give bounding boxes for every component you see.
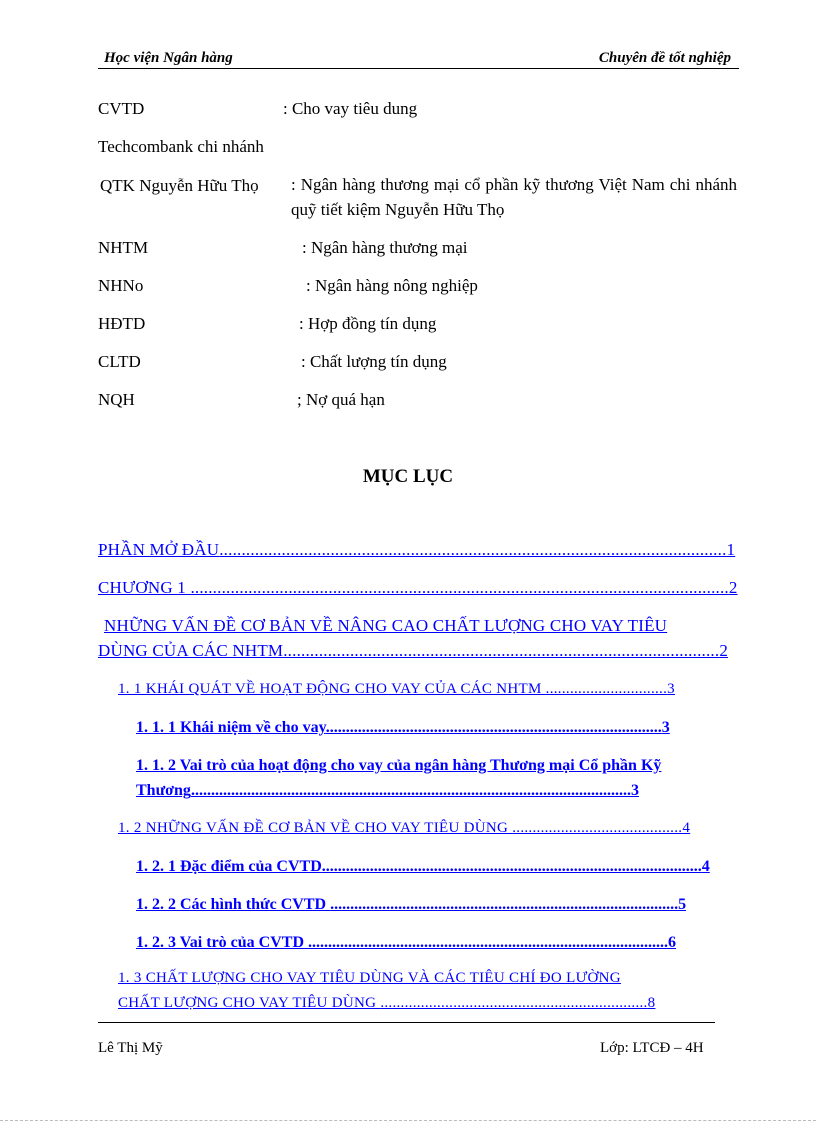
toc-entry-chapter-title[interactable]: NHỮNG VẤN ĐỀ CƠ BẢN VỀ NÂNG CAO CHẤT LƯỢNG CHO VAY TIÊU DÙNG CỦA CÁC NHTM..................................................................................................2 [98,616,729,660]
footer-rule [98,1022,715,1023]
toc-entry-mo-dau[interactable]: PHẦN MỞ ĐẦU..................................................................................................................1 [98,540,736,559]
abbr-def-cvtd: : Cho vay tiêu dung [283,99,418,118]
abbr-term-nhno: NHNo [98,276,144,295]
abbr-term-cltd: CLTD [98,352,141,371]
abbr-term-nhtm: NHTM [98,238,149,257]
abbr-term-nqh: NQH [98,390,135,409]
toc-entry-chuong-1[interactable]: CHƯƠNG 1 .........................................................................................................................2 [98,578,738,597]
abbr-def-nhtm: : Ngân hàng thương mại [302,238,468,257]
toc-entry-1-2-1[interactable]: 1. 2. 1 Đặc điểm của CVTD...............................................................................................4 [136,858,710,875]
footer-author: Lê Thị Mỹ [98,1040,163,1056]
page-header [98,49,739,69]
page-edge-divider [0,1120,816,1121]
toc-entry-1-1-1[interactable]: 1. 1. 1 Khái niệm về cho vay....................................................................................3 [136,719,670,736]
abbr-def-nhno: : Ngân hàng nông nghiệp [306,276,478,295]
abbr-term-hdtd: HĐTD [98,314,146,333]
abbr-def-cltd: : Chất lượng tín dụng [301,352,447,371]
footer-class: Lớp: LTCĐ – 4H [600,1040,704,1056]
toc-entry-1-2-2[interactable]: 1. 2. 2 Các hình thức CVTD .......................................................................................5 [136,896,687,913]
header-left: Học viện Ngân hàng [104,50,233,66]
abbr-term-cvtd: CVTD [98,99,145,118]
toc-entry-1-2-3[interactable]: 1. 2. 3 Vai trò của CVTD ..........................................................................................6 [136,934,677,951]
toc-title: MỤC LỤC [362,466,454,487]
abbr-term-techcombank: Techcombank chi nhánh [98,137,264,156]
toc-entry-1-3[interactable]: 1. 3 CHẤT LƯỢNG CHO VAY TIÊU DÙNG VÀ CÁC TIÊU CHÍ ĐO LƯỜNG CHẤT LƯỢNG CHO VAY TIÊU DÙNG ..................................................................8 [118,970,656,1011]
toc-entry-1-1-2[interactable]: 1. 1. 2 Vai trò của hoạt động cho vay của ngân hàng Thương mại Cổ phần Kỹ Thương..............................................................................................................3 [136,757,662,799]
toc-entry-1-1[interactable]: 1. 1 KHÁI QUÁT VỀ HOẠT ĐỘNG CHO VAY CỦA CÁC NHTM ..............................3 [118,681,675,697]
toc-entry-1-2[interactable]: 1. 2 NHỮNG VẤN ĐỀ CƠ BẢN VỀ CHO VAY TIÊU DÙNG ..........................................4 [118,820,691,836]
abbr-def-qtk: : Ngân hàng thương mại cổ phần kỹ thương Việt Nam chi nhánh quỹ tiết kiệm Nguyễn Hữu Thọ [291,175,737,219]
abbr-def-hdtd: : Hợp đồng tín dụng [299,314,437,333]
abbr-term-qtk: QTK Nguyễn Hữu Thọ [100,176,259,195]
header-right: Chuyên đề tốt nghiệp [598,50,731,66]
abbr-def-nqh: ; Nợ quá hạn [297,390,385,409]
